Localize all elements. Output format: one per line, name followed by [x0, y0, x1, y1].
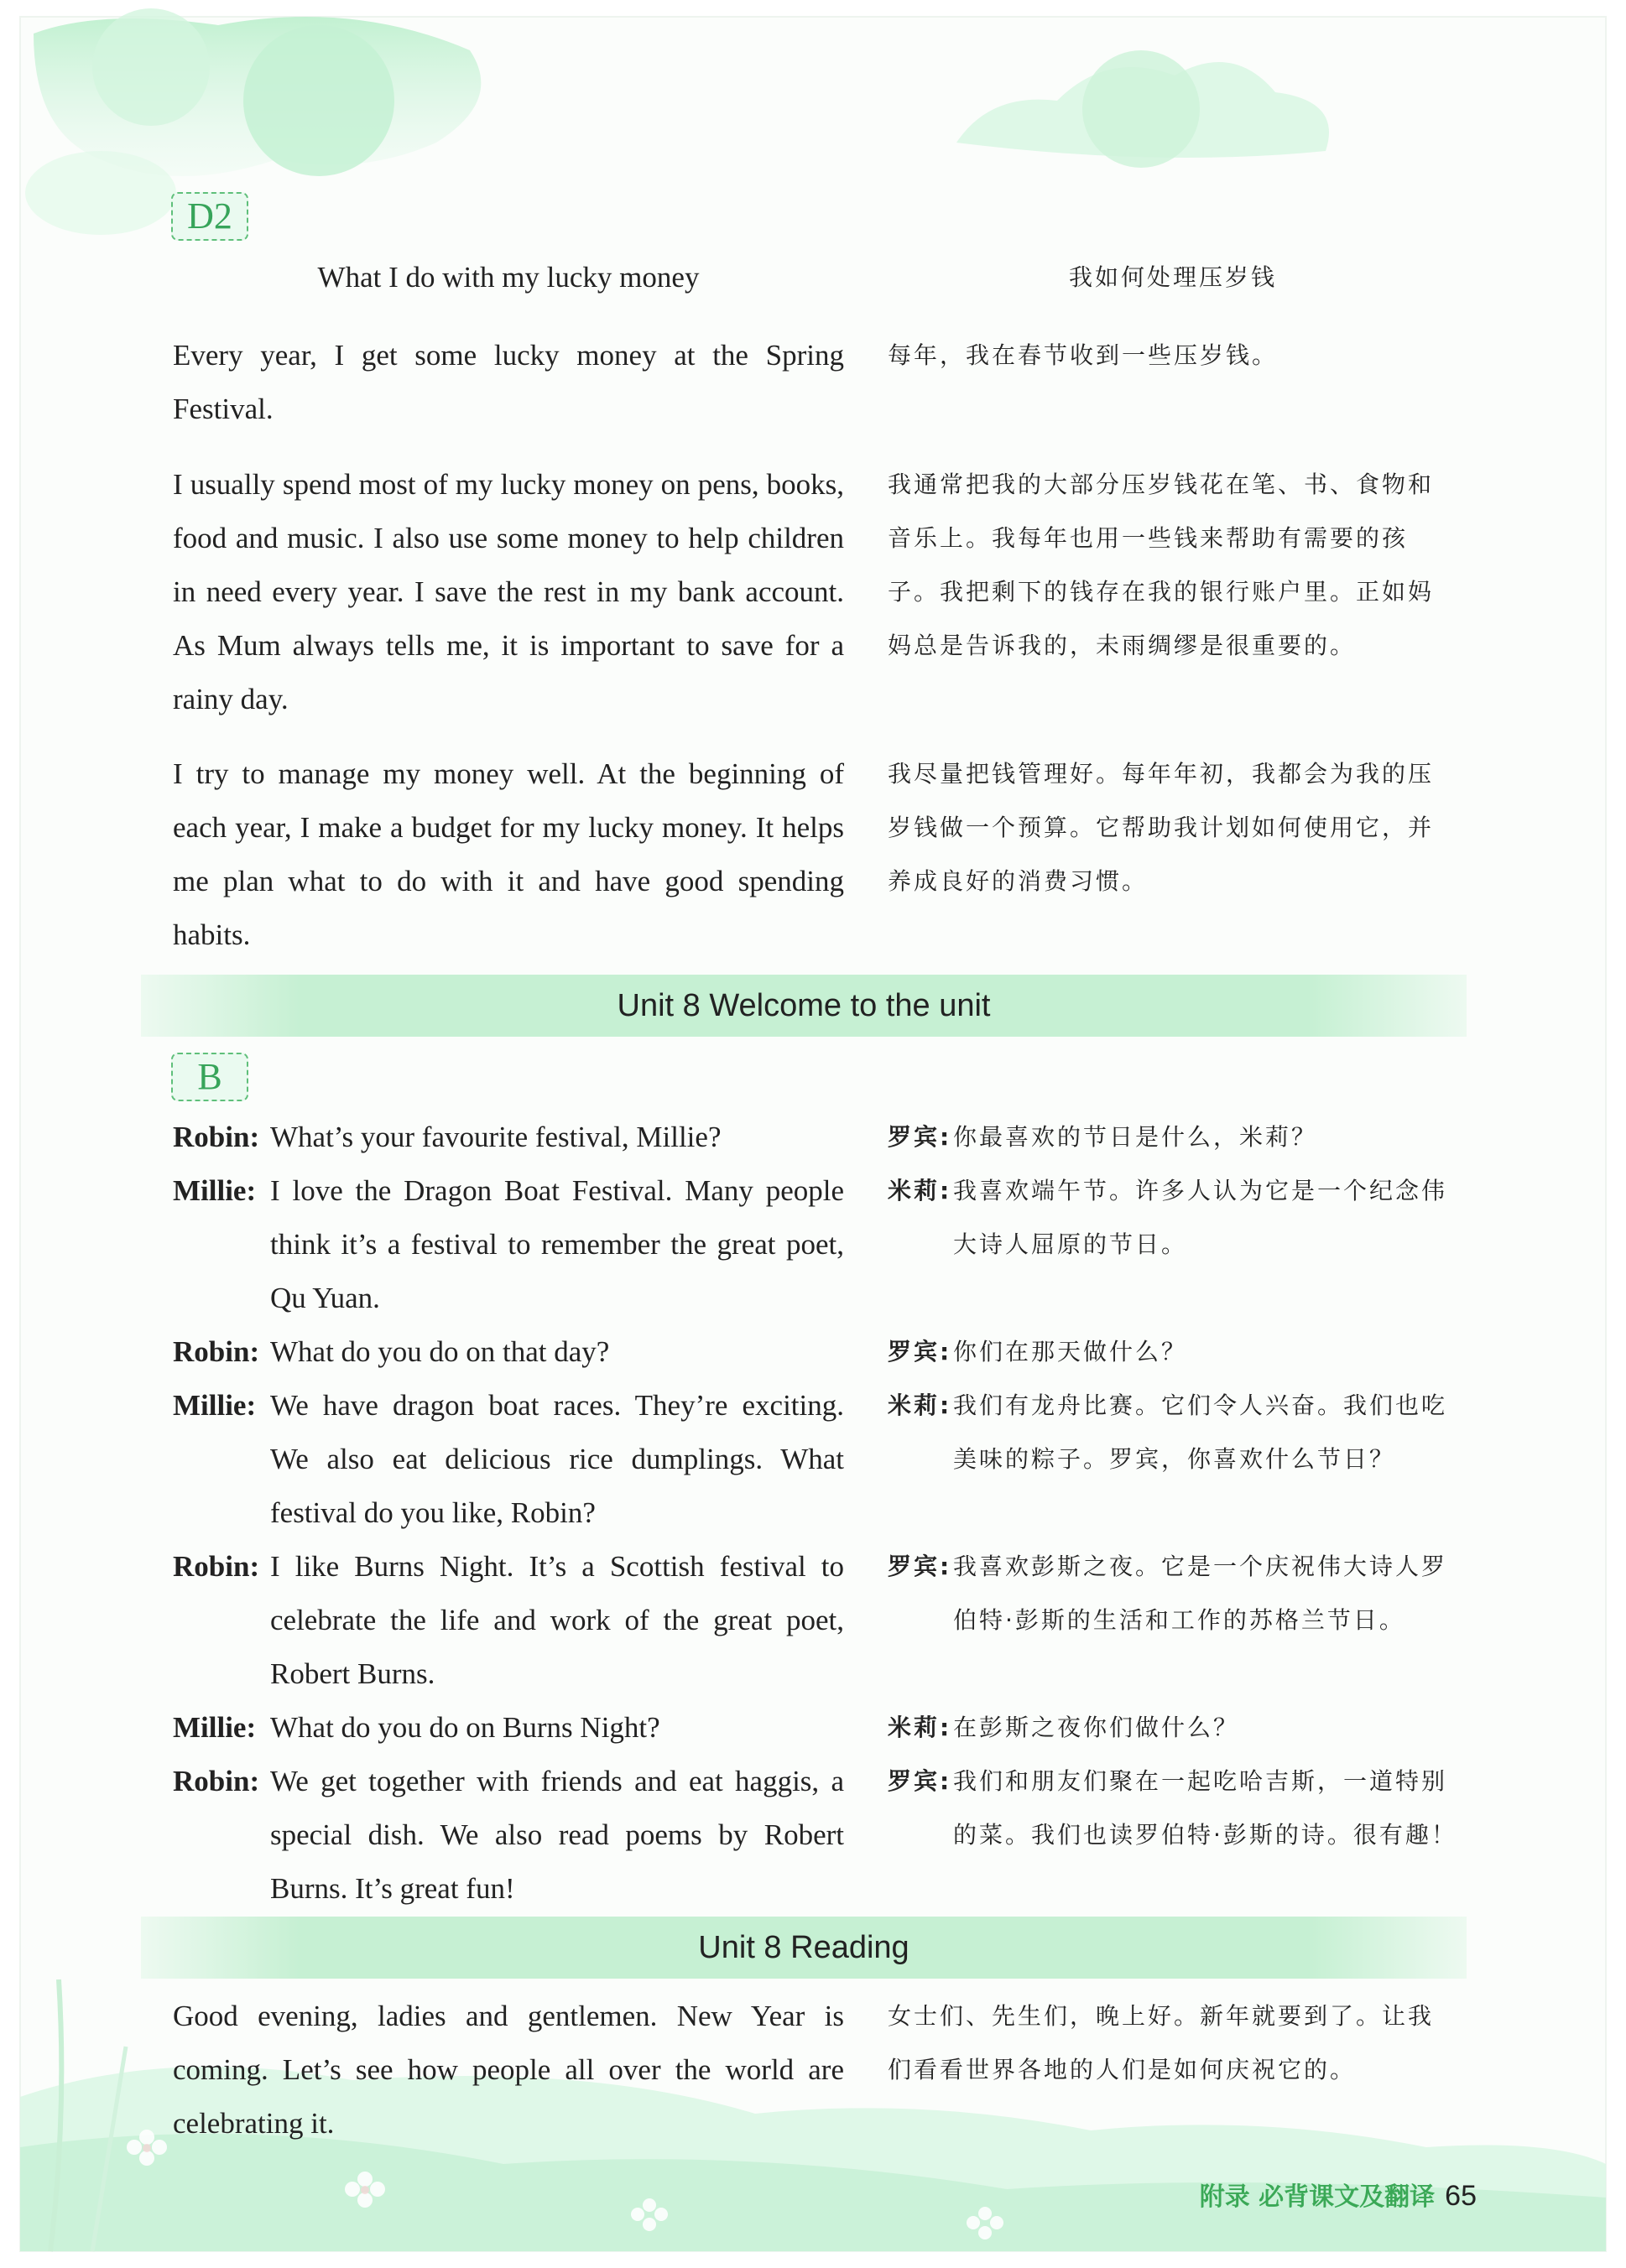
speaker-robin-zh: 罗宾: — [888, 1553, 952, 1580]
dialogue-line-2-zh — [888, 1164, 1467, 1272]
page-number: 65 — [1445, 2180, 1477, 2212]
section-label-d2: D2 — [171, 192, 248, 241]
dialogue-line-1-en — [173, 1111, 844, 1164]
dialogue-text-zh: 我们有龙舟比赛。它们令人兴奋。我们也吃美味的粽子。罗宾，你喜欢什么节日？ — [953, 1391, 1448, 1473]
dialogue-text-zh: 你们在那天做什么？ — [953, 1338, 1188, 1365]
dialogue-line-5-zh — [888, 1540, 1467, 1647]
d2-paragraph-3-zh: 我尽量把钱管理好。每年年初，我都会为我的压岁钱做一个预算。它帮助我计划如何使用它，并养成良好的消费习惯。 — [888, 760, 1435, 895]
unit8-welcome-banner — [141, 975, 1467, 1037]
d2-title-zh: 我如何处理压岁钱 — [1068, 263, 1277, 291]
speaker-millie-zh: 米莉: — [888, 1177, 952, 1204]
dialogue-line-5-en — [173, 1540, 844, 1701]
dialogue-text: I like Burns Night. It’s a Scottish festival to celebrate the life and work of the great poet, Robert Burns. — [270, 1550, 844, 1690]
dialogue-text: What do you do on Burns Night? — [270, 1711, 660, 1744]
dialogue-line-1-zh — [888, 1111, 1467, 1164]
section-label-b: B — [171, 1053, 248, 1101]
page-footer — [1158, 2172, 1477, 2219]
dialogue-line-3-en — [173, 1325, 844, 1379]
dialogue-line-7-en — [173, 1755, 844, 1916]
speaker-robin: Robin: — [173, 1765, 260, 1797]
dialogue-text: We get together with friends and eat haggis, a special dish. We also read poems by Robert Burns. It’s great fun! — [270, 1765, 844, 1905]
dialogue-line-4-zh — [888, 1379, 1467, 1486]
unit8-reading-banner — [141, 1917, 1467, 1979]
speaker-millie: Millie: — [173, 1711, 257, 1744]
speaker-robin: Robin: — [173, 1121, 260, 1153]
dialogue-text: We have dragon boat races. They’re exciting. We also eat delicious rice dumplings. What festival do you like, Robin? — [270, 1389, 844, 1529]
d2-title-en: What I do with my lucky money — [317, 261, 700, 294]
dialogue-line-6-zh — [888, 1701, 1467, 1755]
reading-paragraph-en: Good evening, ladies and gentlemen. New Year is coming. Let’s see how people all over the world are celebrating it. — [173, 2000, 844, 2140]
speaker-robin-zh: 罗宾: — [888, 1338, 952, 1365]
speaker-millie-zh: 米莉: — [888, 1714, 952, 1741]
dialogue-line-3-zh — [888, 1325, 1467, 1379]
speaker-robin: Robin: — [173, 1335, 260, 1368]
speaker-robin-zh: 罗宾: — [888, 1767, 952, 1795]
dialogue-line-2-en — [173, 1164, 844, 1325]
reading-paragraph-zh: 女士们、先生们，晚上好。新年就要到了。让我们看看世界各地的人们是如何庆祝它的。 — [888, 2002, 1435, 2083]
speaker-millie-zh: 米莉: — [888, 1391, 952, 1419]
speaker-millie: Millie: — [173, 1389, 257, 1422]
footer-section-label: 附录 必背课文及翻译 — [1199, 2182, 1436, 2212]
dialogue-text-zh: 我喜欢彭斯之夜。它是一个庆祝伟大诗人罗伯特·彭斯的生活和工作的苏格兰节日。 — [953, 1553, 1448, 1634]
unit8-reading-title: Unit 8 Reading — [698, 1930, 909, 1965]
unit8-welcome-title: Unit 8 Welcome to the unit — [617, 988, 991, 1023]
dialogue-text: What’s your favourite festival, Millie? — [270, 1121, 722, 1153]
dialogue-text: What do you do on that day? — [270, 1335, 610, 1368]
dialogue-text-zh: 我们和朋友们聚在一起吃哈吉斯，一道特别的菜。我们也读罗伯特·彭斯的诗。很有趣！ — [953, 1767, 1457, 1849]
dialogue-text-zh: 你最喜欢的节日是什么，米莉？ — [953, 1123, 1318, 1151]
d2-paragraph-2-en: I usually spend most of my lucky money on pens, books, food and music. I also use some money to help children in need every year. I save the rest in my bank account. As Mum always tells me, it is important to save for a rainy day. — [173, 468, 844, 715]
speaker-robin: Robin: — [173, 1550, 260, 1583]
speaker-millie: Millie: — [173, 1174, 257, 1207]
d2-paragraph-3-en: I try to manage my money well. At the beginning of each year, I make a budget for my lucky money. It helps me plan what to do with it and have good spending habits. — [173, 757, 844, 951]
dialogue-text: I love the Dragon Boat Festival. Many people think it’s a festival to remember the great poet, Qu Yuan. — [270, 1174, 844, 1314]
dialogue-text-zh: 我喜欢端午节。许多人认为它是一个纪念伟大诗人屈原的节日。 — [953, 1177, 1448, 1258]
d2-paragraph-2-zh: 我通常把我的大部分压岁钱花在笔、书、食物和音乐上。我每年也用一些钱来帮助有需要的孩子。我把剩下的钱存在我的银行账户里。正如妈妈总是告诉我的，未雨绸缪是很重要的。 — [888, 471, 1435, 659]
dialogue-text-zh: 在彭斯之夜你们做什么？ — [953, 1714, 1240, 1741]
speaker-robin-zh: 罗宾: — [888, 1123, 952, 1151]
dialogue-line-4-en — [173, 1379, 844, 1540]
d2-paragraph-1-en: Every year, I get some lucky money at the Spring Festival. — [173, 339, 844, 425]
d2-paragraph-1-zh: 每年，我在春节收到一些压岁钱。 — [888, 341, 1279, 369]
dialogue-line-6-en — [173, 1701, 844, 1755]
dialogue-line-7-zh — [888, 1755, 1467, 1862]
